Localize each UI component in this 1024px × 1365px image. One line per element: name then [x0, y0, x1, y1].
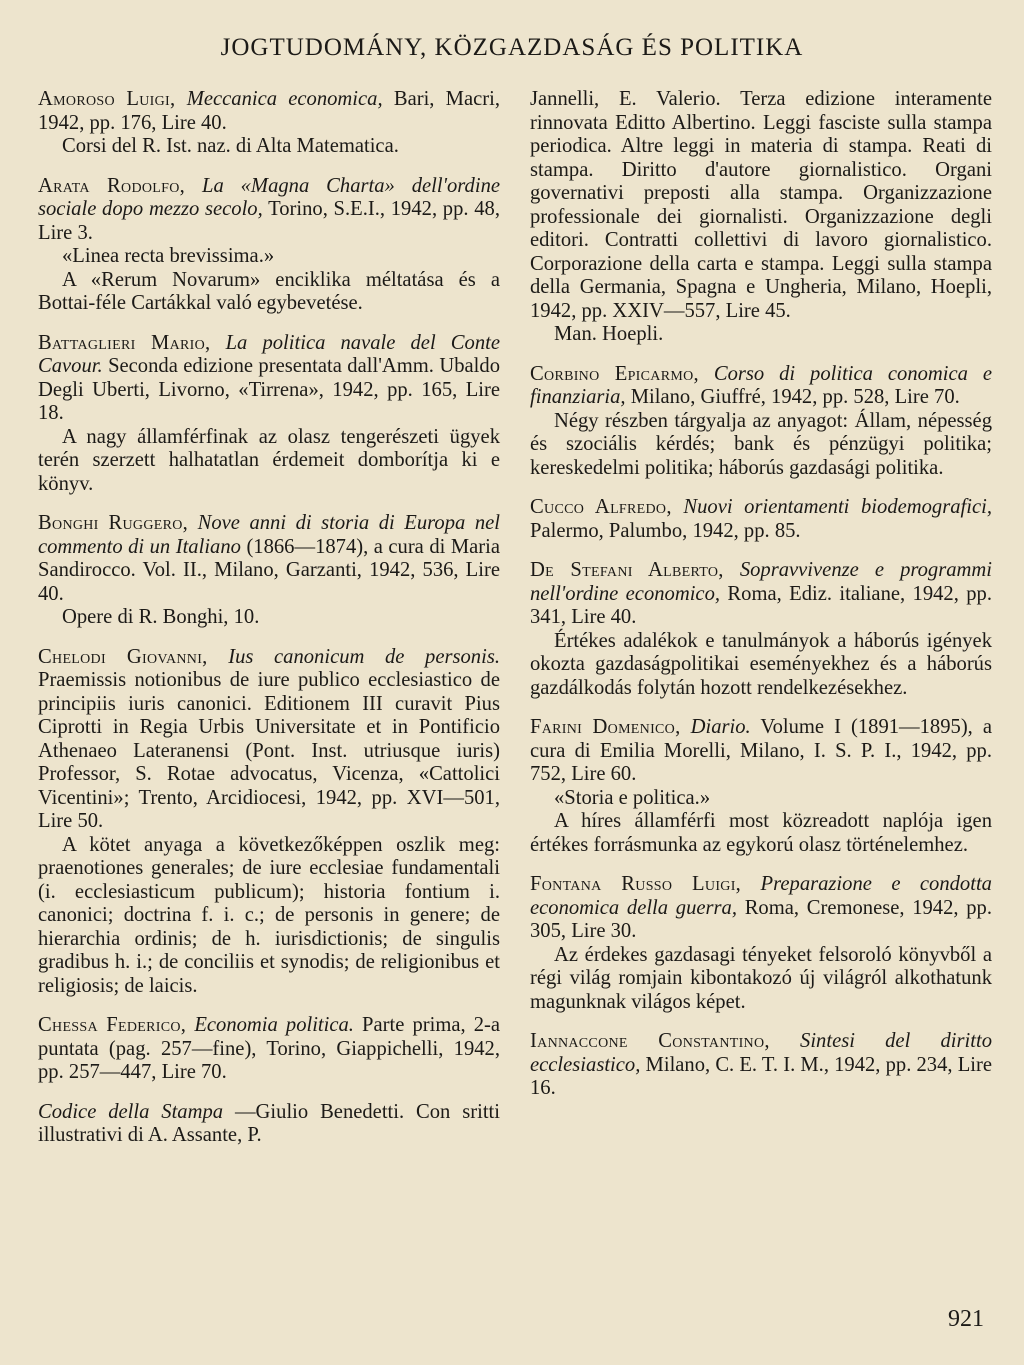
bibliography-entry — [530, 88, 992, 347]
bibliography-entry — [530, 363, 992, 481]
entry-title: Sopravvivenze e programmi nell'ordine economico, — [530, 559, 993, 605]
bibliography-entry — [38, 646, 500, 999]
bibliography-entry — [530, 559, 992, 700]
entry-note: A nagy államférfinak az olasz tengerészeti ügyek terén szerzett halhatatlan érdemeit domborítja ki e könyv. — [38, 425, 500, 495]
bibliography-entry — [530, 496, 992, 543]
entry-note: Opere di R. Bonghi, 10. — [62, 606, 260, 628]
entry-author: Iannaccone Constantino, — [530, 1030, 770, 1052]
entry-author: Fontana Russo Luigi, — [530, 873, 742, 895]
entry-imprint: Milano, Giuffré, 1942, pp. 528, Lire 70. — [630, 386, 960, 408]
right-column — [530, 88, 992, 1117]
entry-title: Preparazione e condotta economica della guerra, — [530, 873, 992, 919]
entry-author: Corbino Epicarmo, — [530, 362, 699, 385]
entry-note: Man. Hoepli. — [554, 323, 664, 345]
entry-citation — [38, 88, 500, 135]
entry-citation — [530, 496, 992, 543]
bibliography-entry — [530, 873, 992, 1014]
bibliography-entry — [38, 1101, 500, 1148]
entry-title: Nuovi orientamenti biodemografici, — [683, 496, 992, 518]
entry-author: Arata Rodolfo, — [38, 174, 186, 197]
entry-imprint: Praemissis notionibus de iure publico ecclesiastico de principiis iuris canonici. Editionem III curavit Pius Ciprotti in Regia Urbis Universitate et in Pontificio Athenaeo Lateranensi (Pont. Inst. utriusque iuris) Professor, S. Rotae advocatus, Vicenza, «Cattolici Vicentini»; Trento, Arcidiocesi, 1942, pp. XVI—501, Lire 50. — [38, 669, 500, 832]
entry-author: Bonghi Ruggero, — [38, 512, 189, 534]
entry-note: A kötet anyaga a következőképpen oszlik meg: praenotiones generales; de iure ecclesiae fundamentali (i. ecclesiasticum publicum); historia fontium i. canonici; doctrina f. i. c.; de personis in genere; de hierarchia ordinis; de h. iurisdictionis; de singulis gradibus h. i.; de conciliis et synodis; de religionibus et religiosis; de laicis. — [38, 833, 500, 997]
entry-citation — [530, 1030, 992, 1101]
entry-imprint: Milano, C. E. T. I. M., 1942, pp. 234, Lire 16. — [530, 1053, 992, 1099]
entry-author: Cucco Alfredo, — [530, 496, 672, 518]
entry-note: «Linea recta brevissima.» — [62, 245, 275, 267]
entry-title: La politica navale del Conte Cavour. — [38, 331, 500, 377]
entry-title: Sintesi del diritto ecclesiastico, — [530, 1030, 992, 1076]
entry-imprint: Roma, Cremonese, 1942, pp. 305, Lire 30. — [530, 896, 992, 942]
entry-author: Chelodi Giovanni, — [38, 645, 208, 668]
entry-note: A híres államférfi most közreadott naplója igen értékes forrásmunka az egykorú olasz történelemhez. — [530, 810, 992, 856]
bibliography-entry — [530, 1030, 992, 1101]
entry-imprint: Seconda edizione presentata dall'Amm. Ubaldo Degli Uberti, Livorno, «Tirrena», 1942, pp. 165, Lire 18. — [38, 355, 500, 424]
entry-imprint: Bari, Macri, 1942, pp. 176, Lire 40. — [38, 88, 500, 134]
entry-title: Economia politica. — [194, 1014, 354, 1036]
entry-author: Amoroso Luigi, — [38, 88, 176, 110]
entry-imprint: Volume I (1891—1895), a cura di Emilia Morelli, Milano, I. S. P. I., 1942, pp. 752, Lire 60. — [530, 716, 993, 785]
entry-citation — [530, 88, 992, 323]
entry-imprint: Jannelli, E. Valerio. Terza edizione interamente rinnovata Editto Albertino. Leggi fasciste sulla stampa periodica. Altre leggi in materia di stampa. Reati di stampa. Diritto d'autore giornalistico. Organi governativi preposti alla stampa. Organizzazione professionale dei giornalisti. Organizzazione degli editori. Contratti collettivi di lavoro giornalistico. Corporazione della carta e stampa. Leggi sulla stampa della Germania, Spagna e Ungheria, Milano, Hoepli, 1942, pp. XXIV—557, Lire 45. — [530, 88, 992, 322]
entry-note: A «Rerum Novarum» enciklika méltatása és a Bottai-féle Cartákkal való egybevetése. — [38, 268, 500, 314]
entry-imprint: —Giulio Benedetti. Con sritti illustrativi di A. Assante, P. — [38, 1100, 500, 1146]
entry-title: Diario. — [690, 716, 751, 738]
entry-note: Négy részben tárgyalja az anyagot: Állam, népesség és szociális kérdés; bank és pénzügyi politika; kereskedelmi politika; háborús gazdasági politika. — [530, 409, 992, 479]
entry-title: Ius canonicum de personis. — [228, 645, 500, 668]
entry-title: La «Magna Charta» dell'ordine sociale dopo mezzo secolo, — [38, 174, 501, 220]
entry-citation — [38, 512, 500, 606]
entry-note: Értékes adalékok e tanulmányok a háborús igények okozta gazdaságpolitikai eseményekhez és a háborús gazdálkodás folytán hozott rendelkezésekhez. — [530, 629, 992, 699]
entry-citation — [530, 559, 992, 630]
entry-note: Az érdekes gazdasagi tényeket felsoroló könyvből a régi világ romjain kibontakozó új világról alkothatunk magunknak világos képet. — [530, 943, 992, 1013]
entry-author: Chessa Federico, — [38, 1014, 187, 1036]
entry-citation — [38, 1101, 500, 1148]
entry-title: Nove anni di storia di Europa nel commento di un Italiano — [38, 512, 500, 558]
entry-citation — [530, 716, 992, 787]
bibliography-entry — [38, 88, 500, 159]
bibliography-entry — [38, 175, 500, 316]
entry-author: De Stefani Alberto, — [530, 559, 724, 581]
entry-title: Corso di politica conomica e finanziaria, — [530, 362, 992, 408]
entry-imprint: Roma, Ediz. italiane, 1942, pp. 341, Lire 40. — [530, 582, 993, 628]
entry-title: Codice della Stampa — [38, 1100, 224, 1123]
entry-citation — [38, 175, 500, 246]
entry-note: «Storia e politica.» — [554, 786, 711, 809]
entry-imprint: Parte prima, 2-a puntata (pag. 257—fine), Torino, Giappichelli, 1942, pp. 257—447, Lire 70. — [38, 1014, 500, 1083]
entry-author: Battaglieri Mario, — [38, 331, 211, 354]
running-header: JOGTUDOMÁNY, KÖZGAZDASÁG ÉS POLITIKA — [220, 34, 804, 61]
entry-citation — [530, 363, 992, 410]
entry-imprint: Torino, S.E.I., 1942, pp. 48, Lire 3. — [38, 198, 500, 244]
entry-citation — [38, 332, 500, 426]
bibliography-entry — [38, 512, 500, 630]
bibliography-entry — [38, 1014, 500, 1085]
entry-imprint: Palermo, Palumbo, 1942, pp. 85. — [530, 519, 801, 542]
entry-citation — [38, 1014, 500, 1085]
bibliography-entry — [530, 716, 992, 857]
entry-author: Farini Domenico, — [530, 716, 681, 738]
entry-note: Corsi del R. Ist. naz. di Alta Matematica. — [62, 135, 399, 157]
left-column — [38, 88, 500, 1164]
entry-imprint: (1866—1874), a cura di Maria Sandirocco. Vol. II., Milano, Garzanti, 1942, 536, Lire 40. — [38, 535, 500, 605]
entry-citation — [38, 646, 500, 834]
page-number: 921 — [948, 1306, 984, 1332]
entry-title: Meccanica economica, — [186, 88, 383, 110]
bibliography-entry — [38, 332, 500, 497]
entry-citation — [530, 873, 992, 944]
